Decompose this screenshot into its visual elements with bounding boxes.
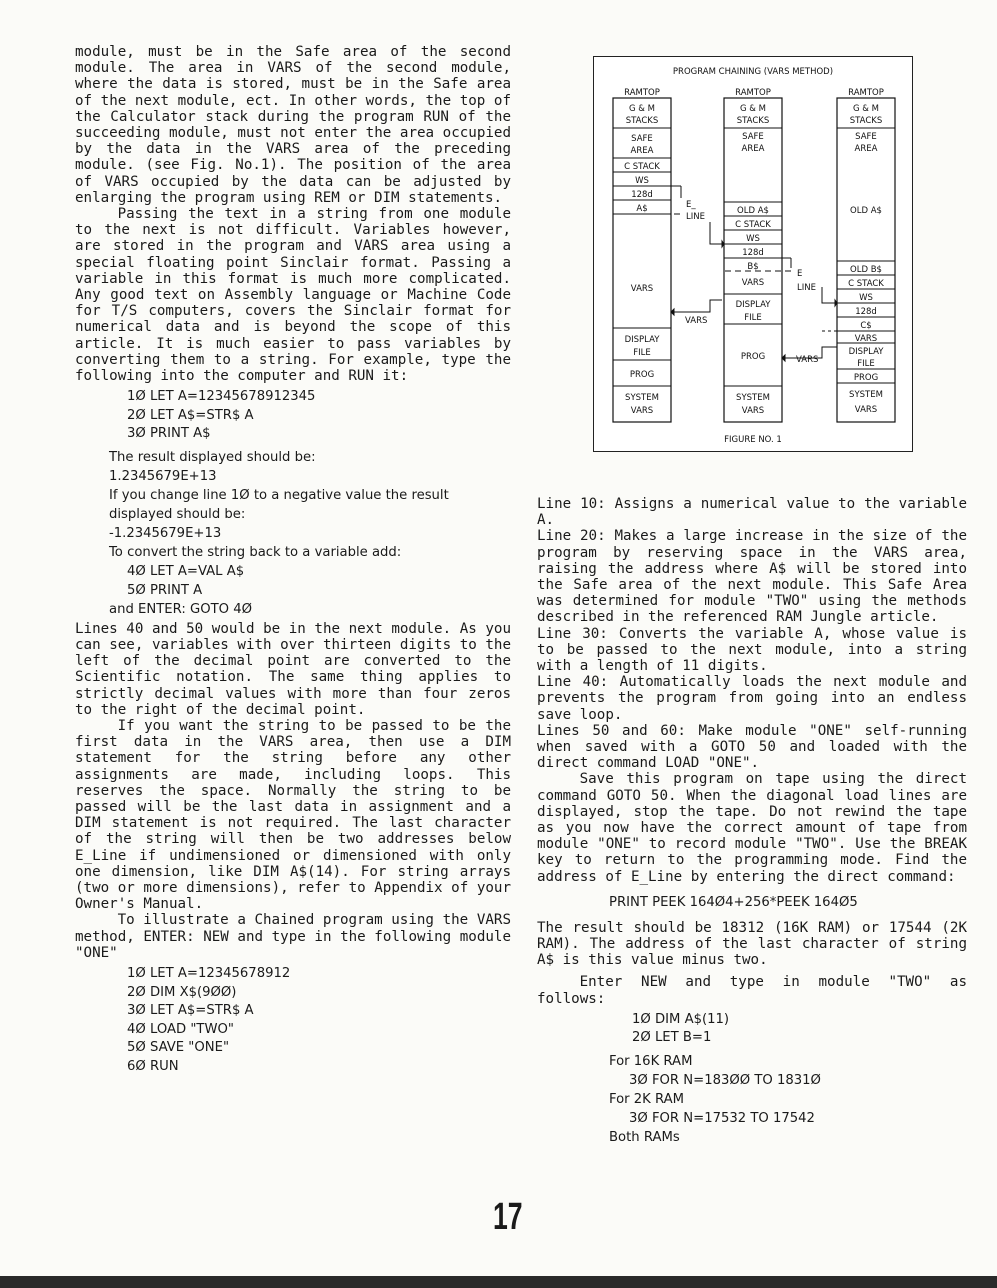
block-label: VARS	[854, 334, 878, 344]
block-label: C STACK	[848, 279, 884, 289]
paragraph: Line 30: Converts the variable A, whose value is to be passed to the next module, into a string with a length of 11 digits.	[537, 625, 967, 675]
block-label: G & M	[740, 104, 766, 114]
output-line: 1.2345679E+13	[109, 468, 217, 484]
e-line-label: E	[797, 269, 803, 279]
left-column	[75, 44, 511, 1080]
ram-note: For 2K RAM	[609, 1091, 685, 1107]
code-line: 1Ø LET A=12345678912	[127, 966, 291, 982]
block-label: WS	[746, 234, 760, 244]
right-column	[537, 496, 967, 1147]
e-line-label: LINE	[686, 212, 705, 222]
output-line: and ENTER: GOTO 4Ø	[109, 601, 252, 617]
code-line: 3Ø FOR N=183ØØ TO 1831Ø	[629, 1072, 821, 1088]
code-line: 2Ø LET B=1	[632, 1030, 712, 1046]
memory-column-2	[724, 88, 782, 422]
paragraph: To illustrate a Chained program using the VARS method, ENTER: NEW and type in the following module "ONE"	[75, 912, 511, 961]
figure-title: PROGRAM CHAINING (VARS METHOD)	[672, 67, 834, 77]
block-label: DISPLAY	[735, 300, 771, 310]
code-listing	[632, 1011, 967, 1048]
block-label: SYSTEM	[736, 393, 770, 403]
block-label: SAFE	[742, 132, 764, 142]
paragraph: Line 10: Assigns a numerical value to the variable A.	[537, 496, 967, 529]
paragraph: module, must be in the Safe area of the second module. The area in VARS of the second module, where the data is stored, must be in the Safe area of the next module, ect. In other words, the top of the Calculator stack during the program RUN of the succeeding module, must not enter the area occupied by the data in the VARS area of the preceding module. (see Fig. No.1). The position of the area of VARS occupied by the data can be adjusted by enlarging the program using REM or DIM statements.	[75, 44, 511, 206]
block-label: B$	[747, 262, 759, 272]
output-line: If you change line 1Ø to a negative value the result displayed should be:	[109, 487, 449, 522]
vars-label: VARS	[685, 316, 708, 326]
block-label: 128d	[855, 307, 877, 317]
output-block	[109, 448, 511, 619]
block-label: PROG	[740, 352, 766, 362]
block-label: VARS	[854, 405, 878, 415]
block-label: VARS	[630, 406, 654, 416]
block-label: AREA	[630, 146, 654, 156]
figure-caption: FIGURE NO. 1	[724, 435, 782, 445]
output-line: The result displayed should be:	[109, 449, 316, 465]
block-label: A$	[636, 204, 648, 214]
connector-e-line-1	[614, 186, 724, 315]
block-label: STACKS	[736, 116, 770, 126]
block-label: WS	[859, 293, 873, 303]
code-line: 4Ø LET A=VAL A$	[127, 563, 245, 579]
block-label: C$	[860, 321, 872, 331]
page-number: 17	[493, 1196, 523, 1238]
block-label: SYSTEM	[625, 393, 659, 403]
block-label: STACKS	[625, 116, 659, 126]
block-label: OLD A$	[850, 206, 882, 216]
memory-column-1	[613, 88, 671, 422]
code-line: 3Ø LET A$=STR$ A	[127, 1003, 254, 1019]
code-line: 1Ø DIM A$(11)	[632, 1011, 730, 1027]
block-label: VARS	[741, 406, 765, 416]
block-label: G & M	[853, 104, 879, 114]
paragraph: If you want the string to be passed to be the first data in the VARS area, then use a DIM statement for the string before any other assignments are made, including loops. This reserves the space. Normally the string to be passed will be the last data in assignment and a DIM statement is not required. The last character of the string will then be two addresses below E_Line if undimensioned or dimensioned with only one dimension, like DIM A$(14). For string arrays (two or more dimensions), refer to Appendix of your Owner's Manual.	[75, 717, 511, 913]
block-label: SYSTEM	[849, 390, 883, 400]
code-line: 4Ø LOAD "TWO"	[127, 1021, 234, 1037]
block-label: WS	[635, 176, 649, 186]
code-line: 1Ø LET A=12345678912345	[127, 389, 316, 405]
paragraph: Line 40: Automatically loads the next module and prevents the program from going into an endless save loop.	[537, 674, 967, 723]
code-line: 2Ø LET A$=STR$ A	[127, 407, 254, 423]
code-listing	[127, 388, 511, 444]
block-label: C STACK	[624, 162, 660, 172]
block-label: SAFE	[855, 132, 877, 142]
vars-label: VARS	[796, 355, 819, 365]
direct-command: PRINT PEEK 164Ø4+256*PEEK 164Ø5	[609, 894, 858, 910]
code-line: 3Ø PRINT A$	[127, 426, 211, 442]
block-label: FILE	[857, 359, 875, 369]
page-edge	[0, 1276, 997, 1288]
code-line: 2Ø DIM X$(9ØØ)	[127, 984, 237, 1000]
e-line-label: E_	[686, 200, 696, 210]
figure-1	[593, 56, 913, 452]
block-label: FILE	[633, 348, 651, 358]
block-label: DISPLAY	[624, 335, 660, 345]
ramtop-label: RAMTOP	[735, 88, 771, 98]
paragraph: Save this program on tape using the direct command GOTO 50. When the diagonal load lines are displayed, stop the tape. Do not rewind the tape as you now have the correct amount of tape from module "ONE" to record module "TWO". Use the BREAK key to return to the programming mode. Find the address of E_Line by entering the direct command:	[537, 771, 967, 885]
code-line: 6Ø RUN	[127, 1058, 179, 1074]
code-listing	[127, 562, 511, 600]
block-label: STACKS	[849, 116, 883, 126]
paragraph: The result should be 18312 (16K RAM) or 17544 (2K RAM). The address of the last character of string A$ is this value minus two.	[537, 919, 967, 969]
code-listing	[127, 965, 511, 1076]
block-label: PROG	[629, 370, 655, 380]
block-label: OLD B$	[850, 265, 882, 275]
block-label: OLD A$	[737, 206, 769, 216]
block-label: VARS	[630, 284, 654, 294]
block-label: AREA	[854, 144, 878, 154]
ram-note: Both RAMs	[609, 1129, 680, 1145]
code-line: 5Ø PRINT A	[127, 582, 203, 598]
block-label: G & M	[629, 104, 655, 114]
output-line: To convert the string back to a variable add:	[109, 544, 402, 560]
ram-note: For 16K RAM	[609, 1053, 693, 1069]
memory-map-diagram	[594, 57, 912, 451]
block-label: VARS	[741, 278, 765, 288]
code-line: 3Ø FOR N=17532 TO 17542	[629, 1110, 815, 1126]
e-line-label: LINE	[797, 283, 816, 293]
paragraph: Enter NEW and type in module "TWO" as follows:	[537, 974, 967, 1007]
ramtop-label: RAMTOP	[848, 88, 884, 98]
block-label: DISPLAY	[848, 347, 884, 357]
block-label: PROG	[853, 373, 879, 383]
paragraph: Lines 40 and 50 would be in the next module. As you can see, variables with over thirteen digits to the left of the decimal point are converted to the Scientific notation. The same thing applies to strictly decimal values with more than four zeros to the right of the decimal point.	[75, 620, 511, 718]
paragraph: Line 20: Makes a large increase in the size of the program by reserving space in the VARS area, raising the address where A$ will be stored into the Safe area of the next module. This Safe Area was determined for module "TWO" using the methods described in the referenced RAM Jungle article.	[537, 528, 967, 626]
block-label: SAFE	[631, 134, 653, 144]
memory-column-3	[837, 88, 895, 422]
output-line: -1.2345679E+13	[109, 525, 222, 541]
block-label: C STACK	[735, 220, 771, 230]
block-label: AREA	[741, 144, 765, 154]
block-label: 128d	[631, 190, 653, 200]
block-label: FILE	[744, 313, 762, 323]
block-label: 128d	[742, 248, 764, 258]
paragraph: Lines 50 and 60: Make module "ONE" self-running when saved with a GOTO 50 and loaded with the direct command LOAD "ONE".	[537, 722, 967, 772]
ramtop-label: RAMTOP	[624, 88, 660, 98]
code-line: 5Ø SAVE "ONE"	[127, 1040, 230, 1056]
paragraph: Passing the text in a string from one module to the next is not difficult. Variables however, are stored in the program and VARS area using a special floating point Sinclair format. Passing a variable in this format is much more complicated. Any good text on Assembly language or Machine Code for T/S computers, covers the Sinclair format for numerical data and is beyond the scope of this article. It is much easier to pass variables by converting them to a string. For example, type the following into the computer and RUN it:	[75, 206, 511, 385]
